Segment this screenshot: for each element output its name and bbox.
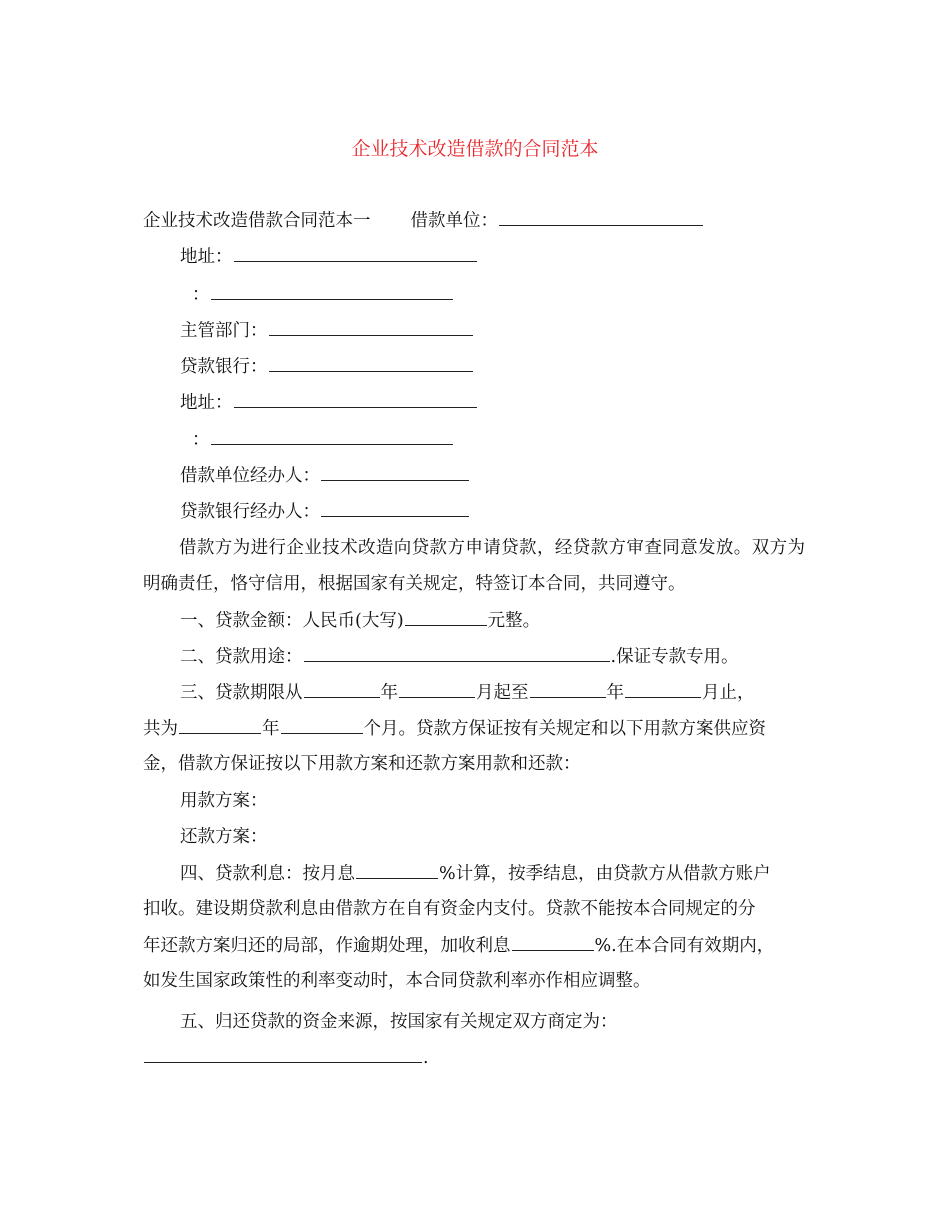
page-title: 企业技术改造借款的合同范本: [351, 138, 599, 160]
end-month-blank[interactable]: [625, 680, 701, 698]
clause2-line: [180, 644, 739, 669]
clause3-text-d: 年: [606, 683, 624, 703]
clause3-line1: [180, 680, 755, 705]
colon1-line: [192, 282, 454, 307]
clause3-text-h: 个月。贷款方保证按有关规定和以下用款方案供应资: [363, 719, 766, 739]
address2-line: [180, 390, 478, 415]
purpose-blank[interactable]: [304, 644, 610, 662]
address2-blank[interactable]: [234, 390, 477, 408]
dept-line: [180, 318, 474, 343]
borrower-label: 借款单位：: [410, 211, 498, 231]
clause4-text-f: 如发生国家政策性的利率变动时，本合同贷款利率亦作相应调整。: [143, 971, 651, 991]
bank-agent-blank[interactable]: [321, 499, 469, 517]
address1-line: [180, 244, 478, 269]
clause3-line3: [143, 752, 581, 776]
bank-line: [180, 354, 474, 379]
clause4-text-b: %计算，按季结息，由贷款方从借款方账户: [439, 864, 771, 884]
rate-blank[interactable]: [356, 861, 438, 879]
plan-use-label: 用款方案：: [180, 791, 268, 811]
term-year-blank[interactable]: [179, 716, 261, 734]
header-line: [143, 208, 704, 233]
funding-source-blank[interactable]: [144, 1045, 422, 1063]
colon1-blank[interactable]: [211, 282, 453, 300]
address1-label: 地址：: [180, 247, 233, 267]
intro-paragraph: 借款方为进行企业技术改造向贷款方申请贷款，经贷款方审查同意发放。双方为明确责任，恪守信用，根据国家有关规定，特签订本合同，共同遵守。: [143, 538, 805, 594]
plan-repay-line: [180, 825, 268, 849]
bank-label: 贷款银行：: [180, 357, 268, 377]
clause1-suffix: 元整。: [487, 611, 541, 631]
clause3-text-c: 月起至: [476, 683, 529, 703]
clause4-text-d: 年还款方案归还的局部，作逾期处理，加收利息: [143, 936, 511, 956]
colon2-label: ：: [192, 430, 210, 450]
colon2-blank[interactable]: [211, 427, 453, 445]
start-year-blank[interactable]: [304, 680, 380, 698]
colon2-line: [192, 427, 454, 452]
borrower-agent-line: [180, 463, 470, 488]
plan-use-line: [180, 789, 268, 813]
clause4-line3: [143, 933, 774, 958]
plan-repay-label: 还款方案：: [180, 827, 268, 847]
term-month-blank[interactable]: [281, 716, 363, 734]
clause3-text-b: 年: [380, 683, 398, 703]
address1-blank[interactable]: [234, 244, 477, 262]
clause3-text-i: 金，借款方保证按以下用款方案和还款方案用款和还款：: [143, 754, 581, 774]
clause4-line4: [143, 969, 651, 993]
clause3-text-g: 年: [262, 719, 280, 739]
clause4-text-a: 四、贷款利息：按月息: [180, 864, 355, 884]
clause3-text-e: 月止，: [702, 683, 755, 703]
address2-label: 地址：: [180, 393, 233, 413]
clause4-text-e: %.在本合同有效期内，: [594, 936, 775, 956]
bank-blank[interactable]: [269, 354, 473, 372]
bank-agent-label: 贷款银行经办人：: [180, 502, 320, 522]
bank-agent-line: [180, 499, 470, 524]
borrower-agent-blank[interactable]: [321, 463, 469, 481]
clause4-line1: [180, 861, 771, 886]
end-year-blank[interactable]: [530, 680, 606, 698]
contract-heading: 企业技术改造借款合同范本一: [143, 211, 371, 231]
clause4-line2: [143, 897, 756, 921]
clause3-text-f: 共为: [143, 719, 178, 739]
amount-blank[interactable]: [405, 608, 487, 626]
dept-label: 主管部门：: [180, 321, 268, 341]
clause3-line2: [143, 716, 766, 741]
colon1-label: ：: [192, 285, 210, 305]
penalty-rate-blank[interactable]: [512, 933, 594, 951]
end-mark: .: [423, 1048, 429, 1068]
clause2-suffix: .保证专款专用。: [610, 647, 739, 667]
clause1-text: 一、贷款金额：人民币(大写): [180, 611, 404, 631]
borrower-agent-label: 借款单位经办人：: [180, 466, 320, 486]
borrower-blank[interactable]: [499, 208, 703, 226]
clause3-text-a: 三、贷款期限从: [180, 683, 303, 703]
dept-blank[interactable]: [269, 318, 473, 336]
clause5-line: [180, 1010, 618, 1034]
funding-source-line: [143, 1045, 429, 1070]
clause4-text-c: 扣收。建设期贷款利息由借款方在自有资金内支付。贷款不能按本合同规定的分: [143, 899, 756, 919]
start-month-blank[interactable]: [399, 680, 475, 698]
clause2-text: 二、贷款用途：: [180, 647, 303, 667]
clause1-line: [180, 608, 540, 633]
clause5-text: 五、归还贷款的资金来源，按国家有关规定双方商定为：: [180, 1012, 618, 1032]
